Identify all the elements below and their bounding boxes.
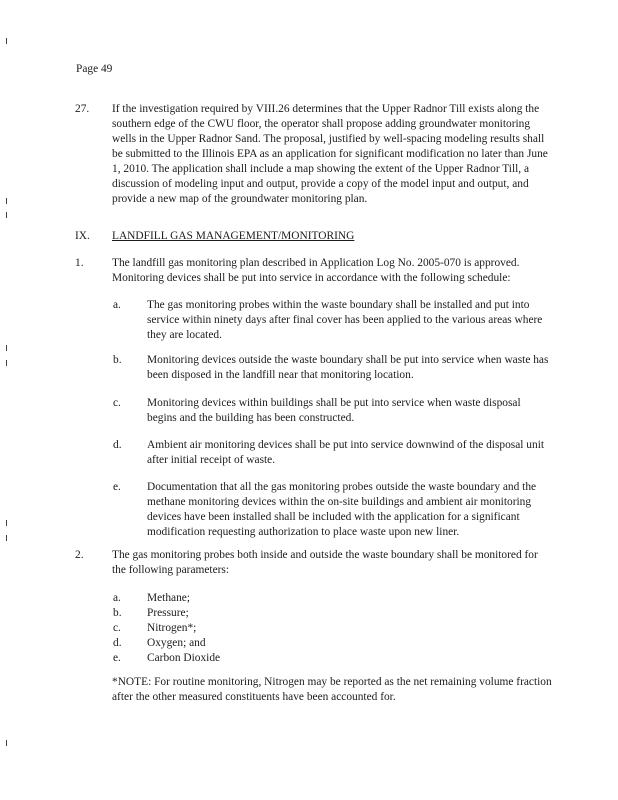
scan-margin-mark <box>6 740 7 746</box>
item-1-text: The landfill gas monitoring plan described in Application Log No. 2005-070 is approved. Monitoring devices shall be put into service in accordance with the following schedule: <box>112 257 520 284</box>
subitem-text: Documentation that all the gas monitoring probes outside the waste boundary and the methane monitoring devices within the on-site buildings and ambient air monitoring devices have been installed shall be included with the application for a significant modification requesting authorization to place waste upon new liner. <box>147 481 537 538</box>
subitem-letter: b. <box>113 354 122 366</box>
parameter-letter: e. <box>113 652 121 664</box>
page-label: Page 49 <box>76 63 113 75</box>
item-2-number: 2. <box>75 549 84 561</box>
parameter-letter: c. <box>113 622 121 634</box>
subitem-letter: c. <box>113 397 121 409</box>
item-2-text: The gas monitoring probes both inside and outside the waste boundary shall be monitored for the following parameters: <box>112 549 538 576</box>
scan-margin-mark <box>6 520 7 526</box>
subitem-text: Monitoring devices outside the waste boundary shall be put into service when waste has been disposed in the landfill near that monitoring location. <box>147 354 549 381</box>
parameter-text: Nitrogen*; <box>147 622 197 634</box>
subitem-text: Ambient air monitoring devices shall be put into service downwind of the disposal unit after initial receipt of waste. <box>147 439 545 466</box>
note: *NOTE: For routine monitoring, Nitrogen may be reported as the net remaining volume fraction after the other measured constituents have been accounted for. <box>112 676 552 703</box>
parameter-letter: b. <box>113 607 122 619</box>
section-title: LANDFILL GAS MANAGEMENT/MONITORING <box>112 230 355 242</box>
subitem-text: Monitoring devices within buildings shall be put into service when waste disposal begins and the building has been constructed. <box>147 397 521 424</box>
item-27-text: If the investigation required by VIII.26 determines that the Upper Radnor Till exists along the southern edge of the CWU floor, the operator shall propose adding groundwater monitoring wells in the Upper Radnor Sand. The proposal, justified by well-spacing modeling results shall be submitted to the Illinois EPA as an application for significant modification no later than June 1, 2010. The application shall include a map showing the extent of the Upper Radnor Till, a discussion of modeling input and output, provide a copy of the model input and output, and provide a new map of the groundwater monitoring plan. <box>112 103 548 205</box>
parameter-text: Pressure; <box>147 607 189 619</box>
parameter-letter: a. <box>113 592 121 604</box>
scan-margin-mark <box>6 212 7 218</box>
scan-margin-mark <box>6 535 7 541</box>
subitem-text: The gas monitoring probes within the waste boundary shall be installed and put into service within ninety days after final cover has been applied to the various areas where they are located. <box>147 299 543 341</box>
parameter-letter: d. <box>113 637 122 649</box>
scan-margin-mark <box>6 360 7 366</box>
item-27-number: 27. <box>75 103 90 115</box>
parameter-text: Oxygen; and <box>147 637 206 649</box>
subitem-letter: d. <box>113 439 122 451</box>
section-number: IX. <box>75 230 90 242</box>
scan-margin-mark <box>6 38 7 44</box>
scan-margin-mark <box>6 345 7 351</box>
subitem-letter: a. <box>113 299 121 311</box>
item-1-number: 1. <box>75 257 84 269</box>
subitem-letter: e. <box>113 481 121 493</box>
parameter-text: Carbon Dioxide <box>147 652 221 664</box>
scan-margin-mark <box>6 198 7 204</box>
parameter-text: Methane; <box>147 592 191 604</box>
